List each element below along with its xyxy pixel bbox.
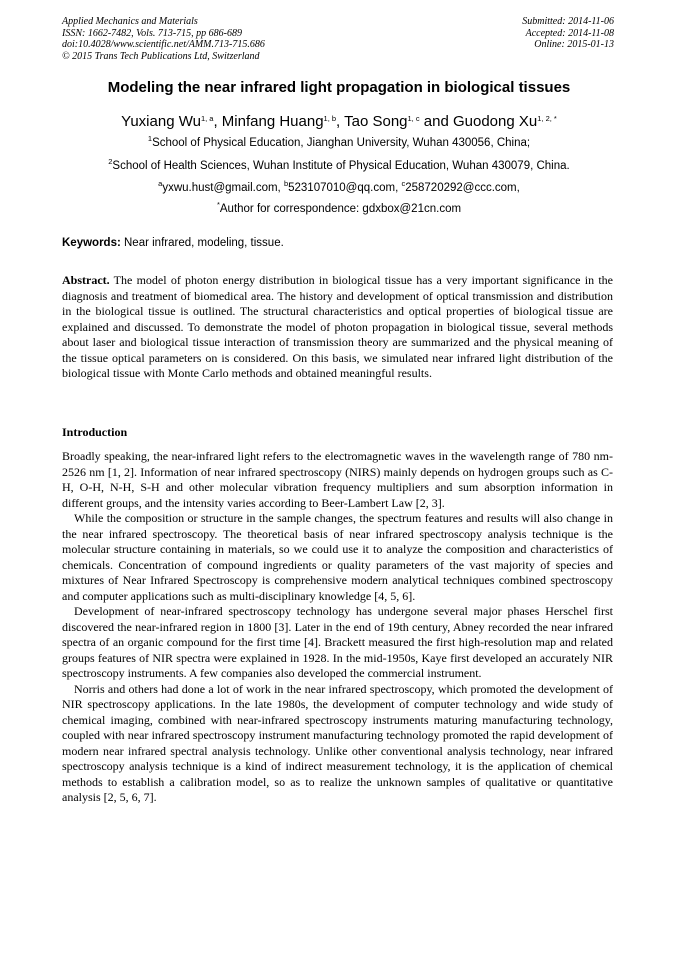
affiliation-mark: 1 xyxy=(147,134,153,143)
correspondence-line xyxy=(0,200,678,215)
affiliation-mark: 2 xyxy=(108,157,113,166)
keywords-label: Keywords: xyxy=(62,237,121,249)
author-affiliation-mark: 1, b xyxy=(323,114,337,123)
paragraph: Norris and others had done a lot of work in the near infrared spectroscopy, which promoted the development of NIR spectroscopy applications. In the late 1980s, the development of computer technology and wide study of chemical imaging, combined with near-infrared spectroscopy instruments maturing manufacturing technology, coupled with near infrared spectroscopy instrument manufacturing technology promoted the rapid development of modern near infrared spectral analysis technology. Unlike other conventional analysis technology, near infrared spectroscopy analysis technique is a kind of indirect measurement technology, it is the application of chemical methods to establish a calibration model, so as to realize the unknown samples of qualitative or quantitative analysis [2, 5, 6, 7]. xyxy=(62,681,613,804)
author-separator: , xyxy=(213,113,222,130)
paper-title: Modeling the near infrared light propagation in biological tissues xyxy=(107,79,571,96)
author-affiliation-mark: 1, 2, * xyxy=(537,114,557,123)
affiliation-text: School of Physical Education, Jianghan University, Wuhan 430056, China; xyxy=(152,137,531,149)
paragraph: While the composition or structure in the sample changes, the spectrum features and results will also change in the near infrared spectroscopy. The theoretical basis of near infrared spectroscopy analysis technique is the molecular structure containing in materials, so we could use it to analyze the composition and characteristics of chemicals. Concentration of compound ingredients or quality parameters of the vast majority of species and mixtures of Near Infrared Spectroscopy is comprehensive modern analytical techniques combined spectroscopy and computer applications such as multi-disciplinary knowledge [4, 5, 6]. xyxy=(62,511,613,603)
email-address: 258720292@ccc.com, xyxy=(405,182,520,194)
online-date: Online: 2015-01-13 xyxy=(534,39,614,50)
journal-copyright: © 2015 Trans Tech Publications Ltd, Switzerland xyxy=(62,50,260,62)
affiliation-line xyxy=(0,157,678,172)
correspondence-mark: * xyxy=(216,200,220,209)
journal-header-left xyxy=(62,16,265,62)
journal-issn: ISSN: 1662-7482, Vols. 713-715, pp 686-689 xyxy=(62,27,242,39)
author-name: Yuxiang Wu xyxy=(121,113,201,130)
journal-header-right xyxy=(522,16,614,51)
abstract-label: Abstract. xyxy=(62,273,110,287)
author-separator: , xyxy=(336,113,345,130)
correspondence-text: Author for correspondence: gdxbox@21cn.com xyxy=(219,203,462,215)
paragraph: Broadly speaking, the near-infrared light refers to the electromagnetic waves in the wavelength range of 780 nm-2526 nm [1, 2]. Information of near infrared spectroscopy (NIRS) mainly depends on hydrogen groups such as C-H, O-H, N-H, S-H and other molecular vibration frequency multipliers and sum absorption information in different groups, and the intensity varies according to Beer-Lambert Law [2, 3]. xyxy=(62,449,613,510)
abstract xyxy=(62,273,613,382)
affiliation-text: School of Health Sciences, Wuhan Institute of Physical Education, Wuhan 430079, China. xyxy=(112,160,570,172)
email-mark: a xyxy=(158,179,163,188)
paragraph: Development of near-infrared spectroscopy technology has undergone several major phases Herschel first discovered the near-infrared region in 1800 [3]. Later in the end of 19th century, Abney recorded the near infrared spectra of an organic compound for the first time [4]. Brackett measured the first high-resolution map and related groups features of NIR spectra were explained in 1928. In the mid-1950s, Kaye first developed an accurately NIR spectroscopy instruments. A few companies also developed the commercial instrument. xyxy=(62,604,613,680)
email-mark: c xyxy=(401,179,406,188)
keywords xyxy=(62,237,284,249)
accepted-date: Accepted: 2014-11-08 xyxy=(525,27,614,39)
author-affiliation-mark: 1, c xyxy=(407,114,420,123)
email-address: yxwu.hust@gmail.com, xyxy=(162,182,284,194)
journal-doi: doi:10.4028/www.scientific.net/AMM.713-715.686 xyxy=(62,39,265,50)
abstract-text: The model of photon energy distribution in biological tissue has a very important significance in the diagnosis and treatment of biomedical area. The history and development of optical transmission and distribution in the biological tissue is outlined. The structural characteristics and optical properties of biological tissue are explained and discussed. To demonstrate the model of photon propagation in biological tissue, several methods about laser and biological tissue interaction of transmission theory are summarized and the physical meaning of the tissue optical parameters on is considered. On this basis, we simulated near infrared light distribution of the biological tissue with Monte Carlo methods and obtained meaningful results. xyxy=(62,273,613,380)
author-name: Minfang Huang xyxy=(221,113,324,130)
author-name: Tao Song xyxy=(344,113,408,130)
submitted-date: Submitted: 2014-11-06 xyxy=(522,16,614,27)
journal-name: Applied Mechanics and Materials xyxy=(62,16,198,27)
email-address: 523107010@qq.com, xyxy=(288,182,402,194)
section-heading-introduction: Introduction xyxy=(62,425,128,439)
author-list xyxy=(0,113,678,130)
keywords-text: Near infrared, modeling, tissue. xyxy=(120,237,284,249)
email-mark: b xyxy=(283,179,289,188)
author-name: Guodong Xu xyxy=(452,113,538,130)
affiliation-line xyxy=(0,134,678,149)
introduction-body xyxy=(62,449,613,806)
email-line xyxy=(0,179,678,194)
author-separator: and xyxy=(419,113,453,130)
author-affiliation-mark: 1, a xyxy=(200,114,214,123)
